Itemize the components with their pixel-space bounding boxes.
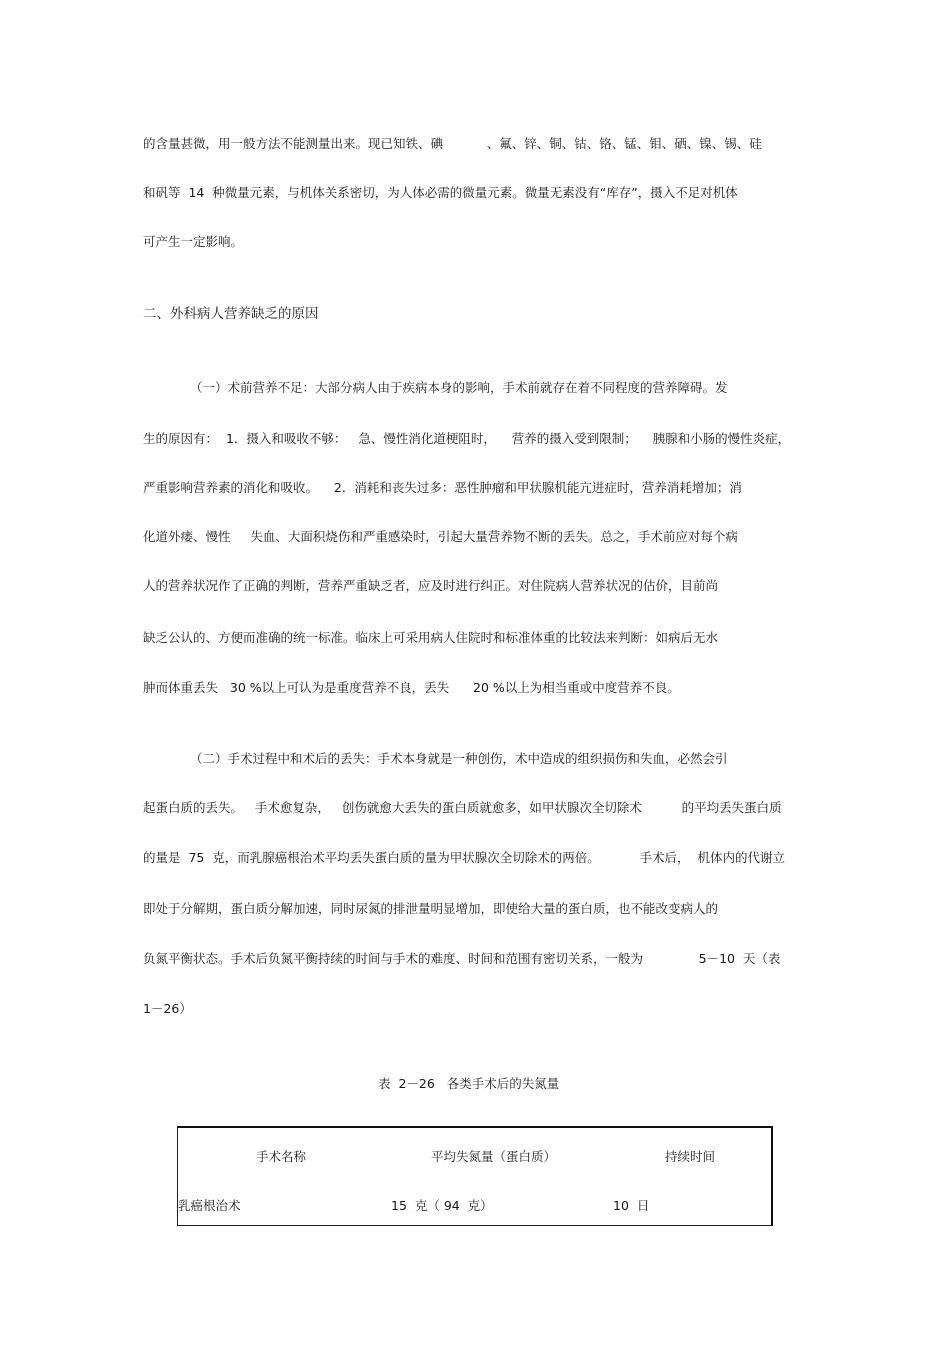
table-cell: 10 日: [613, 1198, 650, 1213]
paragraph-line: 负氮平衡状态。手术后负氮平衡持续的时间与手术的难度、时间和范围有密切关系，一般为 5－10 天（表: [143, 951, 781, 966]
table-header-cell: 持续时间: [665, 1149, 716, 1164]
paragraph-line: 起蛋白质的丢失。 手术愈复杂， 创伤就愈大丢失的蛋白质就愈多，如甲状腺次全切除术 的平均丢失蛋白质: [143, 800, 782, 815]
paragraph-line: 人的营养状况作了正确的判断，营养严重缺乏者，应及时进行纠正。对住院病人营养状况的估价，目前尚: [143, 578, 719, 593]
paragraph-line: 严重影响营养素的消化和吸收。 2．消耗和丧失过多：恶性肿瘤和甲状腺机能亢进症时，营养消耗增加；消: [143, 480, 742, 495]
paragraph-line: （二）手术过程中和术后的丢失：手术本身就是一种创伤，术中造成的组织损伤和失血，必然会引: [190, 751, 728, 766]
table-cell: 乳癌根治术: [178, 1198, 241, 1213]
paragraph-line: 即处于分解期，蛋白质分解加速，同时尿氮的排泄量明显增加，即使给大量的蛋白质，也不能改变病人的: [143, 901, 719, 916]
paragraph-line: 肿而体重丢失 30 %以上可认为是重度营养不良，丢失 20 %以上为相当重或中度营养不良。: [143, 680, 680, 695]
paragraph-line: 的含量甚微，用一般方法不能测量出来。现已知铁、碘 、氟、锌、铜、钴、铬、锰、钼、硒、镍、锡、硅: [143, 136, 762, 151]
paragraph-line: 生的原因有： 1．摄入和吸收不够： 急、慢性消化道梗阻时， 营养的摄入受到限制； 胰腺和小肠的慢性炎症，: [143, 431, 791, 446]
table-caption: 表 2－26 各类手术后的失氮量: [378, 1076, 560, 1091]
paragraph-line: 的量是 75 克，而乳腺癌根治术平均丢失蛋白质的量为甲状腺次全切除术的两倍。 手术后， 机体内的代谢立: [143, 850, 785, 865]
paragraph-line: （一）术前营养不足：大部分病人由于疾病本身的影响，手术前就存在着不同程度的营养障碍。发: [190, 380, 728, 395]
paragraph-line: 1－26）: [143, 1001, 192, 1016]
nitrogen-loss-table: [177, 1126, 773, 1226]
paragraph-line: 可产生一定影响。: [143, 234, 244, 249]
section-heading: 二、外科病人营养缺乏的原因: [143, 306, 319, 322]
paragraph-line: 和矾等 14 种微量元素，与机体关系密切，为人体必需的微量元素。微量无素没有“库存”，摄入不足对机体: [143, 185, 738, 200]
paragraph-line: 缺乏公认的、方便而准确的统一标准。临床上可采用病人住院时和标准体重的比较法来判断：如病后无水: [143, 630, 719, 645]
table-cell: 15 克（ 94 克）: [391, 1198, 493, 1213]
table-header-cell: 手术名称: [256, 1149, 307, 1164]
table-header-cell: 平均失氮量（蛋白质）: [431, 1149, 557, 1164]
paragraph-line: 化道外瘘、慢性 失血、大面积烧伤和严重感染时，引起大量营养物不断的丢失。总之，手术前应对每个病: [143, 529, 738, 544]
